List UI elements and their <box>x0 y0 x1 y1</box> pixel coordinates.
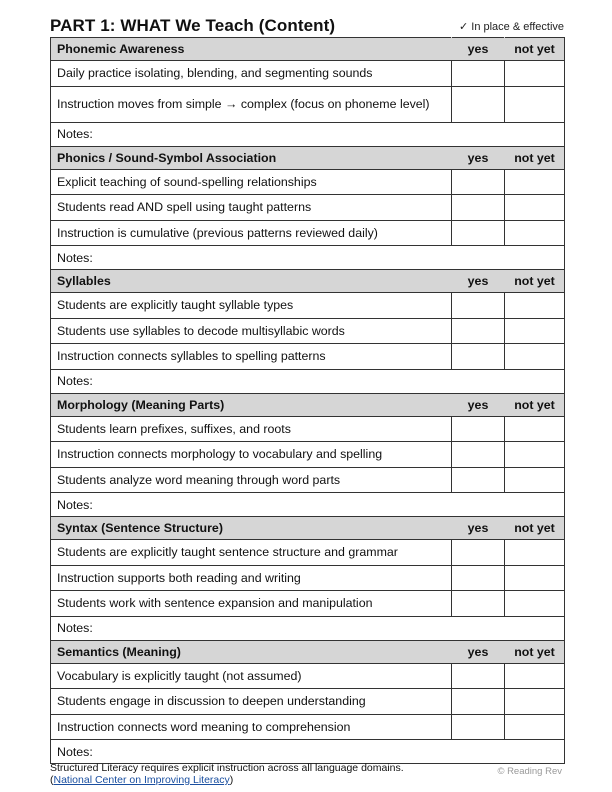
item-text: Daily practice isolating, blending, and segmenting sounds <box>51 61 452 87</box>
checklist-item <box>51 86 565 122</box>
item-text: Students analyze word meaning through word parts <box>51 467 452 493</box>
notes-label: Notes: <box>51 616 565 640</box>
item-text: Students engage in discussion to deepen understanding <box>51 689 452 715</box>
checklist-item <box>51 442 565 468</box>
checklist-item <box>51 318 565 344</box>
yes-checkbox[interactable] <box>452 663 505 689</box>
yes-checkbox[interactable] <box>452 714 505 740</box>
footer-note <box>50 762 564 786</box>
checklist-item <box>51 689 565 715</box>
item-text: Instruction connects morphology to vocabulary and spelling <box>51 442 452 468</box>
yes-column-header: yes <box>452 393 505 416</box>
section-title: Morphology (Meaning Parts) <box>51 393 452 416</box>
notes-label: Notes: <box>51 740 565 764</box>
not-yet-checkbox[interactable] <box>505 344 565 370</box>
item-text: Vocabulary is explicitly taught (not assumed) <box>51 663 452 689</box>
not-yet-checkbox[interactable] <box>505 61 565 87</box>
not-yet-checkbox[interactable] <box>505 86 565 122</box>
yes-column-header: yes <box>452 640 505 663</box>
checklist-item <box>51 540 565 566</box>
source-link[interactable]: National Center on Improving Literacy <box>53 774 230 786</box>
not-yet-checkbox[interactable] <box>505 442 565 468</box>
notes-row[interactable] <box>51 122 565 146</box>
checklist-item <box>51 61 565 87</box>
not-yet-checkbox[interactable] <box>505 293 565 319</box>
page-header <box>50 14 564 38</box>
not-yet-column-header: not yet <box>505 38 565 61</box>
item-text: Students work with sentence expansion and manipulation <box>51 591 452 617</box>
not-yet-checkbox[interactable] <box>505 195 565 221</box>
item-text: Instruction is cumulative (previous patterns reviewed daily) <box>51 220 452 246</box>
footer-open-paren: ( <box>50 774 54 786</box>
yes-checkbox[interactable] <box>452 169 505 195</box>
item-text: Instruction moves from simple → complex (focus on phoneme level) <box>51 86 452 122</box>
not-yet-column-header: not yet <box>505 146 565 169</box>
item-text: Instruction connects syllables to spelling patterns <box>51 344 452 370</box>
checklist-item <box>51 714 565 740</box>
yes-checkbox[interactable] <box>452 344 505 370</box>
section-header <box>51 270 565 293</box>
yes-checkbox[interactable] <box>452 416 505 442</box>
yes-checkbox[interactable] <box>452 293 505 319</box>
not-yet-checkbox[interactable] <box>505 565 565 591</box>
not-yet-column-header: not yet <box>505 393 565 416</box>
yes-column-header: yes <box>452 517 505 540</box>
item-text: Students use syllables to decode multisyllabic words <box>51 318 452 344</box>
notes-label: Notes: <box>51 246 565 270</box>
section-title: Phonemic Awareness <box>51 38 452 61</box>
notes-label: Notes: <box>51 493 565 517</box>
yes-checkbox[interactable] <box>452 318 505 344</box>
checklist-item <box>51 663 565 689</box>
checklist-item <box>51 565 565 591</box>
yes-column-header: yes <box>452 146 505 169</box>
page-title: PART 1: WHAT We Teach (Content) <box>50 16 336 35</box>
item-text: Instruction supports both reading and writing <box>51 565 452 591</box>
checklist-item <box>51 169 565 195</box>
checklist-item <box>51 344 565 370</box>
notes-row[interactable] <box>51 616 565 640</box>
not-yet-column-header: not yet <box>505 640 565 663</box>
checklist-item <box>51 467 565 493</box>
checklist-table <box>50 37 565 764</box>
checklist-item <box>51 195 565 221</box>
checklist-item <box>51 416 565 442</box>
not-yet-checkbox[interactable] <box>505 416 565 442</box>
section-header <box>51 517 565 540</box>
section-title: Phonics / Sound-Symbol Association <box>51 146 452 169</box>
yes-checkbox[interactable] <box>452 61 505 87</box>
not-yet-checkbox[interactable] <box>505 318 565 344</box>
not-yet-checkbox[interactable] <box>505 220 565 246</box>
notes-row[interactable] <box>51 493 565 517</box>
notes-row[interactable] <box>51 369 565 393</box>
section-header <box>51 393 565 416</box>
not-yet-checkbox[interactable] <box>505 540 565 566</box>
yes-checkbox[interactable] <box>452 565 505 591</box>
footer-text: Structured Literacy requires explicit instruction across all language domains. <box>50 762 404 774</box>
item-text: Explicit teaching of sound-spelling relationships <box>51 169 452 195</box>
yes-checkbox[interactable] <box>452 540 505 566</box>
yes-checkbox[interactable] <box>452 442 505 468</box>
not-yet-checkbox[interactable] <box>505 169 565 195</box>
section-title: Syllables <box>51 270 452 293</box>
not-yet-column-header: not yet <box>505 517 565 540</box>
footer-source <box>50 774 564 786</box>
notes-label: Notes: <box>51 122 565 146</box>
notes-row[interactable] <box>51 740 565 764</box>
not-yet-checkbox[interactable] <box>505 714 565 740</box>
yes-checkbox[interactable] <box>452 467 505 493</box>
not-yet-checkbox[interactable] <box>505 689 565 715</box>
not-yet-checkbox[interactable] <box>505 591 565 617</box>
item-text: Students read AND spell using taught patterns <box>51 195 452 221</box>
not-yet-column-header: not yet <box>505 270 565 293</box>
checklist-item <box>51 591 565 617</box>
section-header <box>51 640 565 663</box>
checklist-item <box>51 293 565 319</box>
notes-row[interactable] <box>51 246 565 270</box>
yes-checkbox[interactable] <box>452 689 505 715</box>
item-text: Students are explicitly taught syllable types <box>51 293 452 319</box>
check-legend: ✓ In place & effective <box>458 21 564 33</box>
not-yet-checkbox[interactable] <box>505 663 565 689</box>
yes-checkbox[interactable] <box>452 220 505 246</box>
checklist-item <box>51 220 565 246</box>
item-text: Students are explicitly taught sentence structure and grammar <box>51 540 452 566</box>
not-yet-checkbox[interactable] <box>505 467 565 493</box>
yes-column-header: yes <box>452 38 505 61</box>
yes-column-header: yes <box>452 270 505 293</box>
section-header <box>51 146 565 169</box>
item-text: Students learn prefixes, suffixes, and roots <box>51 416 452 442</box>
section-title: Semantics (Meaning) <box>51 640 452 663</box>
notes-label: Notes: <box>51 369 565 393</box>
yes-checkbox[interactable] <box>452 591 505 617</box>
yes-checkbox[interactable] <box>452 86 505 122</box>
yes-checkbox[interactable] <box>452 195 505 221</box>
footer-close-paren: ) <box>229 774 234 786</box>
section-header <box>51 38 565 61</box>
section-title: Syntax (Sentence Structure) <box>51 517 452 540</box>
credit-text: © Reading Rev <box>497 766 562 777</box>
item-text: Instruction connects word meaning to comprehension <box>51 714 452 740</box>
